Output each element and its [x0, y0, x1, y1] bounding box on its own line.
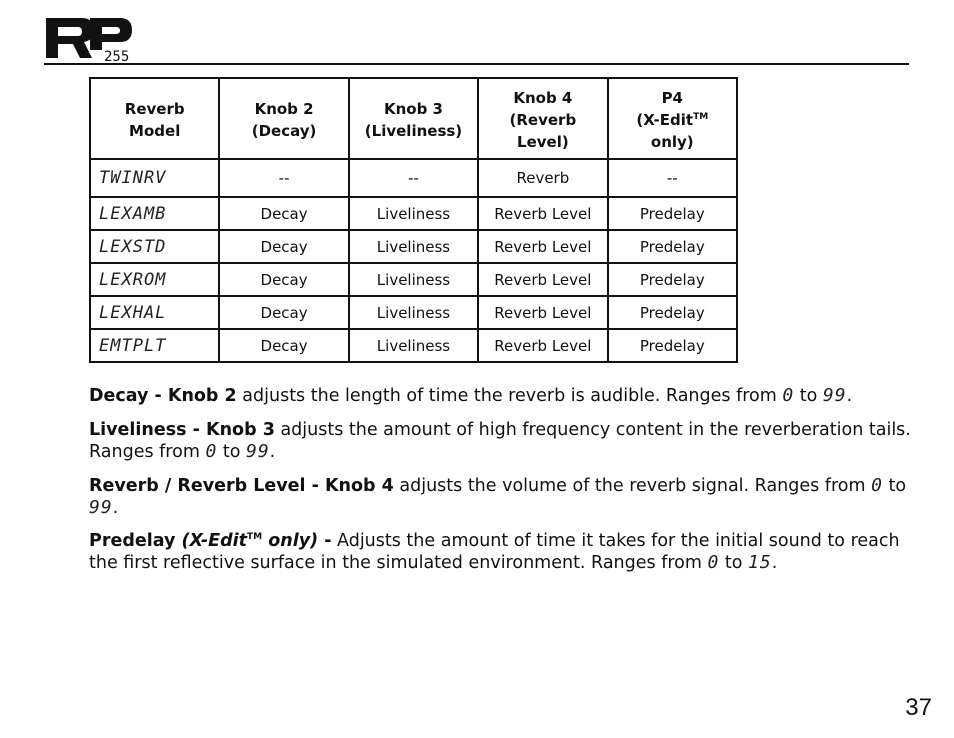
table-row — [90, 230, 737, 263]
table-row — [90, 296, 737, 329]
rp255-logo — [44, 14, 134, 62]
header-p4: P4 (X-Edit™ only) — [608, 78, 737, 159]
decay-description: Decay - Knob 2 adjusts the length of time the reverb is audible. Ranges from 0 to 99. — [89, 385, 853, 406]
header-knob2: Knob 2 (Decay) — [219, 78, 348, 159]
knob2-cell: Decay — [219, 329, 348, 362]
logo-model-number: 255 — [104, 49, 130, 62]
knob2-cell: Decay — [219, 230, 348, 263]
table-row — [90, 159, 737, 197]
knob2-cell: -- — [219, 159, 348, 197]
knob2-cell: Decay — [219, 296, 348, 329]
knob4-cell: Reverb Level — [478, 197, 607, 230]
knob3-cell: Liveliness — [349, 263, 478, 296]
liveliness-description: Liveliness - Knob 3 adjusts the amount of high frequency content in the reverberation tails. Ranges from 0 to 99. — [89, 420, 911, 462]
knob3-cell: Liveliness — [349, 329, 478, 362]
knob4-cell: Reverb Level — [478, 263, 607, 296]
table-row — [90, 329, 737, 362]
header-knob3: Knob 3 (Liveliness) — [349, 78, 478, 159]
header-knob4: Knob 4 (Reverb Level) — [478, 78, 607, 159]
reverb-model-cell: LEXAMB — [90, 197, 219, 230]
reverb-model-cell: LEXSTD — [90, 230, 219, 263]
p4-cell: Predelay — [608, 296, 737, 329]
page-number: 37 — [905, 694, 932, 721]
knob3-cell: Liveliness — [349, 230, 478, 263]
knob3-cell: -- — [349, 159, 478, 197]
reverb-model-cell: LEXROM — [90, 263, 219, 296]
table-row — [90, 197, 737, 230]
reverb-parameters-table — [89, 77, 738, 363]
p4-cell: Predelay — [608, 263, 737, 296]
table-header-row — [90, 78, 737, 159]
reverb-model-cell: LEXHAL — [90, 296, 219, 329]
p4-cell: -- — [608, 159, 737, 197]
knob4-cell: Reverb Level — [478, 296, 607, 329]
knob2-cell: Decay — [219, 263, 348, 296]
table-row — [90, 263, 737, 296]
reverb-model-cell: TWINRV — [90, 159, 219, 197]
predelay-description: Predelay (X-Edit™ only) - Adjusts the amount of time it takes for the initial sound to reach the first reflective surface in the simulated environment. Ranges from 0 to 15. — [89, 531, 900, 573]
knob4-cell: Reverb — [478, 159, 607, 197]
header-rule — [44, 63, 909, 65]
p4-cell: Predelay — [608, 197, 737, 230]
reverb-model-cell: EMTPLT — [90, 329, 219, 362]
knob3-cell: Liveliness — [349, 296, 478, 329]
header-reverb-model: Reverb Model — [90, 78, 219, 159]
p4-cell: Predelay — [608, 329, 737, 362]
reverb-level-description: Reverb / Reverb Level - Knob 4 adjusts the volume of the reverb signal. Ranges from 0 to 99. — [89, 475, 907, 518]
p4-cell: Predelay — [608, 230, 737, 263]
knob4-cell: Reverb Level — [478, 329, 607, 362]
knob4-cell: Reverb Level — [478, 230, 607, 263]
knob2-cell: Decay — [219, 197, 348, 230]
knob3-cell: Liveliness — [349, 197, 478, 230]
